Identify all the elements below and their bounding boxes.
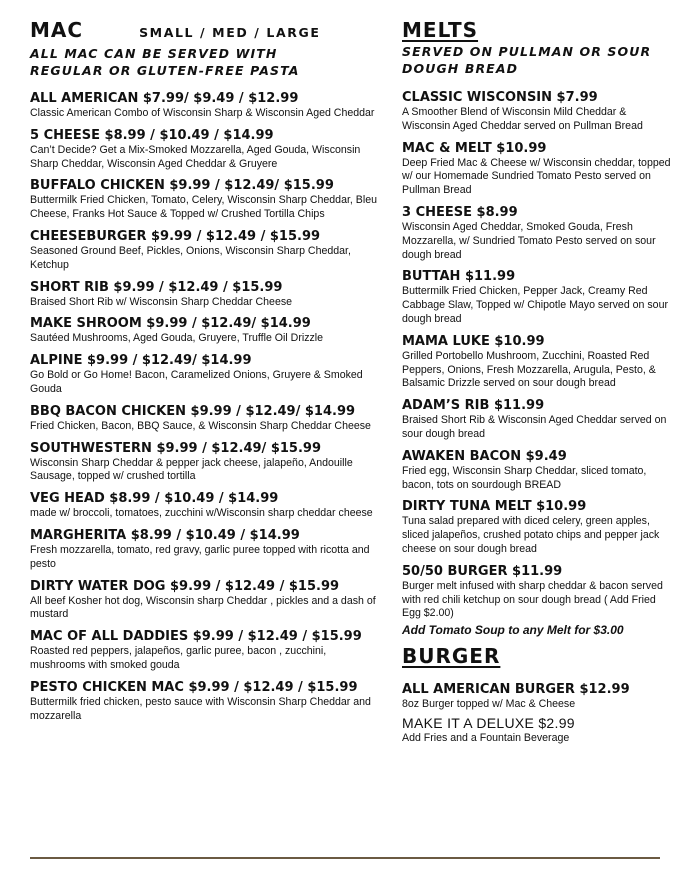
menu-item-name: MARGHERITA $8.99 / $10.49 / $14.99 (30, 527, 300, 543)
menu-item-name: AWAKEN BACON $9.49 (402, 448, 567, 464)
menu-item-description: Fried egg, Wisconsin Sharp Cheddar, sliced tomato, bacon, tots on sourdough BREAD (402, 464, 647, 491)
menu-item-description: Buttermilk Fried Chicken, Pepper Jack, Creamy Red Cabbage Slaw, Topped w/ Chipotle Mayo served on sour dough bread (402, 285, 668, 325)
menu-item-description: Go Bold or Go Home! Bacon, Caramelized Onions, Gruyere & Smoked Gouda (30, 369, 363, 395)
menu-item-name: BUFFALO CHICKEN $9.99 / $12.49/ $15.99 (30, 178, 334, 194)
menu-item-description: All beef Kosher hot dog, Wisconsin sharp Cheddar , pickles and a dash of mustard (30, 594, 376, 621)
menu-item-name: MAMA LUKE $10.99 (402, 333, 545, 349)
menu-item-name: MAKE SHROOM $9.99 / $12.49/ $14.99 (30, 316, 311, 332)
menu-item-description: Tuna salad prepared with diced celery, green apples, sliced jalapeños, crushed potato chips and pepper jack cheese on sour dough bread (402, 515, 660, 555)
menu-item (30, 403, 380, 434)
menu-item-name: ADAM’S RIB $11.99 (402, 398, 545, 414)
mac-item-list (30, 90, 380, 723)
menu-item-description: Wisconsin Aged Cheddar, Smoked Gouda, Fresh Mozzarella, w/ Sundried Tomato Pesto served on sour dough bread (402, 220, 656, 261)
menu-item-name: BUTTAH $11.99 (402, 269, 516, 285)
menu-item (30, 279, 380, 310)
menu-item-description: Burger melt infused with sharp cheddar & bacon served with red chili ketchup on sour dough bread ( Add Fried Egg $2.00) (402, 579, 663, 620)
menu-item-description: A Smoother Blend of Wisconsin Mild Cheddar & Wisconsin Aged Cheddar served on Pullman Bread (402, 106, 643, 132)
menu-item (402, 204, 672, 262)
menu-item-description: Seasoned Ground Beef, Pickles, Onions, Wisconsin Sharp Cheddar, Ketchup (30, 244, 351, 271)
mac-pasta-note-line2: REGULAR OR GLUTEN-FREE PASTA (30, 62, 300, 78)
menu-item-description: Buttermilk Fried Chicken, Tomato, Celery, Wisconsin Sharp Cheddar, Bleu Cheese, Franks Hot Sauce & Topped w/ Crushed Tortilla Chips (30, 194, 377, 221)
menu-item (30, 440, 380, 485)
menu-item-name: 50/50 BURGER $11.99 (402, 563, 563, 579)
mac-size-labels: SMALL / MED / LARGE (139, 25, 321, 40)
menu-item-description: Fried Chicken, Bacon, BBQ Sauce, & Wisconsin Sharp Cheddar Cheese (30, 419, 371, 432)
menu-item-name: ALL AMERICAN BURGER $12.99 (402, 682, 630, 698)
menu-item (30, 352, 380, 397)
deluxe-upgrade: MAKE IT A DELUXE $2.99 (402, 714, 575, 731)
menu-item-name: ALL AMERICAN $7.99/ $9.49 / $12.99 (30, 91, 299, 106)
menu-item (30, 127, 380, 172)
menu-item-name: MAC OF ALL DADDIES $9.99 / $12.49 / $15.99 (30, 629, 362, 645)
menu-item (30, 228, 380, 273)
menu-item (402, 89, 672, 134)
melts-column (402, 0, 672, 746)
menu-item (402, 563, 672, 621)
menu-item-name: CHEESEBURGER $9.99 / $12.49 / $15.99 (30, 228, 321, 244)
menu-item-name: DIRTY TUNA MELT $10.99 (402, 499, 587, 515)
menu-item-name: MAC & MELT $10.99 (402, 140, 547, 156)
menu-item (402, 397, 672, 442)
menu-item-name: 5 CHEESE $8.99 / $10.49 / $14.99 (30, 127, 274, 143)
menu-item-name: CLASSIC WISCONSIN $7.99 (402, 90, 598, 105)
menu-item (402, 448, 672, 493)
deluxe-upgrade-description: Add Fries and a Fountain Beverage (402, 731, 570, 744)
bottom-divider (30, 857, 660, 859)
menu-item-name: ALPINE $9.99 / $12.49/ $14.99 (30, 353, 252, 369)
menu-item (402, 140, 672, 198)
menu-item (30, 578, 380, 623)
menu-item (30, 90, 380, 121)
tomato-soup-note: Add Tomato Soup to any Melt for $3.00 (402, 623, 624, 638)
menu-item-description: Buttermilk fried chicken, pesto sauce with Wisconsin Sharp Cheddar and mozzarella (30, 695, 371, 722)
menu-item (30, 315, 380, 346)
menu-item-name: SOUTHWESTERN $9.99 / $12.49/ $15.99 (30, 440, 321, 456)
menu-item-name: BBQ BACON CHICKEN $9.99 / $12.49/ $14.99 (30, 403, 356, 419)
menu-item-name: DIRTY WATER DOG $9.99 / $12.49 / $15.99 (30, 578, 340, 594)
menu-item-description: 8oz Burger topped w/ Mac & Cheese (402, 698, 576, 711)
menu-item (402, 681, 672, 712)
menu-item-description: Deep Fried Mac & Cheese w/ Wisconsin cheddar, topped w/ our Homemade Sundried Tomato Pesto served on Pullman Bread (402, 156, 671, 197)
menu-item (402, 333, 672, 391)
menu-item-description: Sautéed Mushrooms, Aged Gouda, Gruyere, Truffle Oil Drizzle (30, 332, 324, 345)
burger-section-title: BURGER (402, 644, 501, 669)
melts-section-title: MELTS (402, 18, 479, 42)
menu-item-description: Roasted red peppers, jalapeños, garlic puree, bacon , zucchini, mushrooms with smoked gouda (30, 645, 327, 671)
menu-item (402, 268, 672, 326)
menu-item (30, 177, 380, 222)
menu-item-name: VEG HEAD $8.99 / $10.49 / $14.99 (30, 491, 279, 507)
mac-pasta-note-line1: ALL MAC CAN BE SERVED WITH (30, 46, 278, 61)
menu-item-description: Can’t Decide? Get a Mix-Smoked Mozzarella, Aged Gouda, Wisconsin Sharp Cheddar, Wisconsin Aged Cheddar & Gruyere (30, 143, 361, 170)
melts-bread-note-line2: DOUGH BREAD (402, 60, 519, 76)
menu-item (30, 490, 380, 521)
menu-item-name: PESTO CHICKEN MAC $9.99 / $12.49 / $15.99 (30, 679, 358, 695)
menu-item (30, 628, 380, 673)
menu-item-description: Grilled Portobello Mushroom, Zucchini, Roasted Red Peppers, Onions, Fresh Mozzarella, Arugula, Pesto, & Balsamic Drizzle served on sour dough bread (402, 349, 656, 390)
menu-item (402, 498, 672, 556)
menu-item-description: Braised Short Rib & Wisconsin Aged Cheddar served on sour dough bread (402, 414, 667, 440)
menu-item-description: Fresh mozzarella, tomato, red gravy, garlic puree topped with ricotta and pesto (30, 543, 370, 570)
mac-column (30, 0, 380, 723)
menu-item (30, 679, 380, 724)
menu-item-name: 3 CHEESE $8.99 (402, 204, 518, 220)
menu-item-description: Classic American Combo of Wisconsin Sharp & Wisconsin Aged Cheddar (30, 107, 375, 119)
mac-header (30, 18, 380, 42)
mac-section-title: MAC (30, 18, 84, 42)
menu-item (30, 527, 380, 572)
menu-item-name: SHORT RIB $9.99 / $12.49 / $15.99 (30, 279, 283, 295)
menu-item-description: made w/ broccoli, tomatoes, zucchini w/Wisconsin sharp cheddar cheese (30, 507, 373, 520)
menu-item-description: Braised Short Rib w/ Wisconsin Sharp Cheddar Cheese (30, 295, 293, 308)
melts-item-list (402, 89, 672, 621)
melts-bread-note-line1: SERVED ON PULLMAN OR SOUR (402, 44, 652, 59)
menu-item-description: Wisconsin Sharp Cheddar & pepper jack cheese, jalapeño, Andouille Sausage, topped w/ crushed tortilla (30, 456, 353, 483)
